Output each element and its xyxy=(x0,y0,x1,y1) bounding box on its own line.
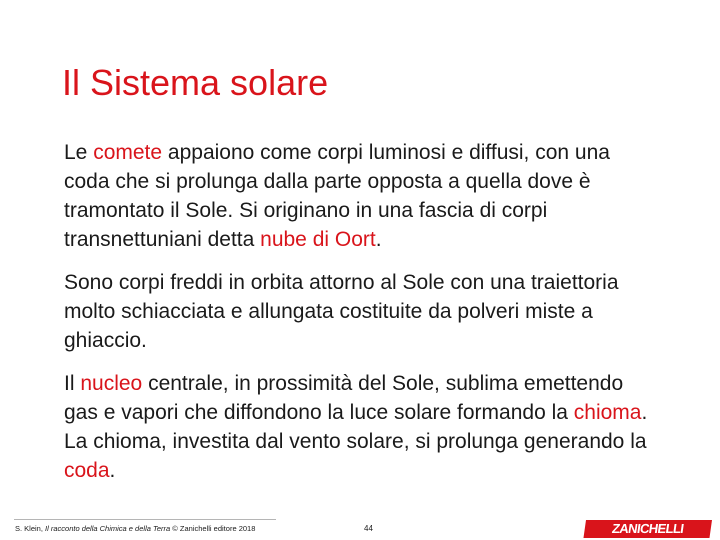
keyword-comete: comete xyxy=(93,141,163,164)
footer-publisher: © Zanichelli editore 2018 xyxy=(170,524,256,533)
footer-credit xyxy=(15,524,255,534)
paragraph-nucleo xyxy=(64,369,649,485)
text-segment: appaiono come corpi luminosi e diffusi, con una coda che si prolunga dalla parte opposta a quella dove è tramontato il Sole. Si originano in una fascia di corpi transnettuniani detta xyxy=(64,141,610,251)
footer-book-title: Il racconto della Chimica e della Terra xyxy=(45,524,171,533)
footer xyxy=(0,514,720,540)
slide-body xyxy=(64,138,649,499)
text-segment: . La chioma, investita dal vento solare, si prolunga generando la xyxy=(64,401,648,453)
text-segment: . xyxy=(109,459,116,482)
text-segment: Le xyxy=(64,141,94,164)
text-segment: . xyxy=(375,228,382,251)
page-title: Il Sistema solare xyxy=(62,62,329,103)
footer-author: S. Klein, xyxy=(15,524,46,533)
keyword-nube-di-oort: nube di Oort xyxy=(260,228,376,251)
keyword-nucleo: nucleo xyxy=(80,372,143,395)
footer-divider xyxy=(14,519,276,520)
page-number: 44 xyxy=(364,524,373,533)
text-segment: Il xyxy=(64,372,81,395)
text-segment: Sono corpi freddi in orbita attorno al Sole con una traiettoria molto schiacciata e allungata costituite da polveri miste a ghiaccio. xyxy=(64,271,619,352)
keyword-coda: coda xyxy=(64,459,110,482)
paragraph-orbita xyxy=(64,268,649,355)
text-segment: centrale, in prossimità del Sole, sublima emettendo gas e vapori che diffondono la luce solare formando la xyxy=(64,372,624,424)
publisher-logo: ZANICHELLI xyxy=(583,520,712,538)
paragraph-comete xyxy=(64,138,649,254)
keyword-chioma: chioma xyxy=(573,401,642,424)
